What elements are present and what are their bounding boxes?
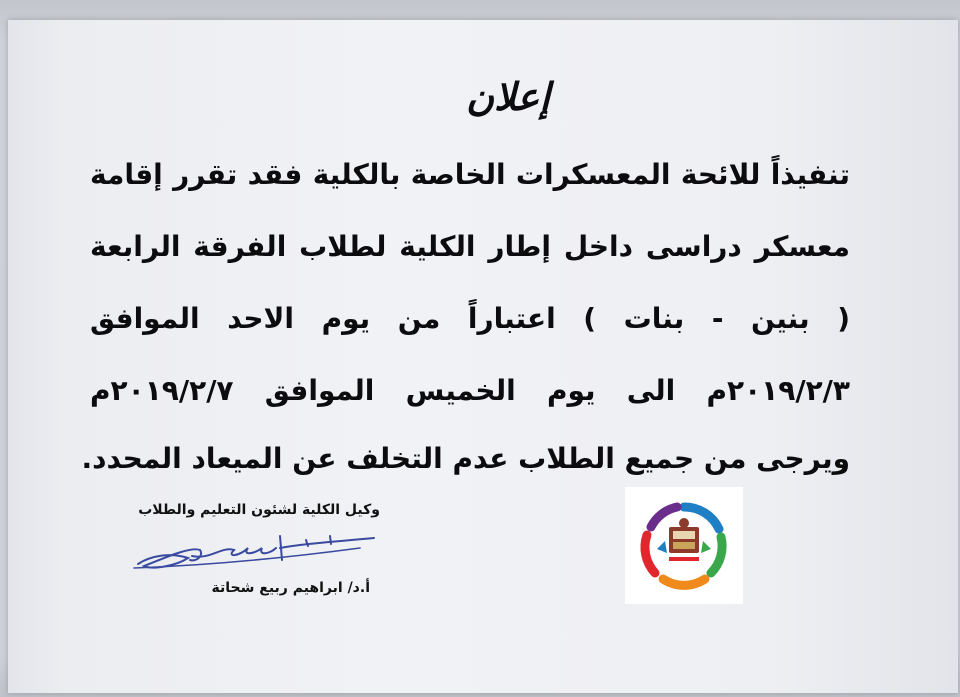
youth-welfare-logo <box>625 487 743 604</box>
announcement-line: ( بنين - بنات ) اعتباراً من يوم الاحد الموافق <box>90 302 850 335</box>
handwritten-signature <box>130 526 380 576</box>
announcement-title: إعلان <box>466 75 550 119</box>
announcement-paper <box>8 20 958 693</box>
youth-welfare-unit-logo-icon <box>625 487 743 604</box>
signatory-title: وكيل الكلية لشئون التعليم والطلاب <box>138 502 380 518</box>
announcement-line: ٢٠١٩/٢/٣م الى يوم الخميس الموافق ٢٠١٩/٢/٧م <box>90 374 850 407</box>
signatory-name: أ.د/ ابراهيم ربيع شحاتة <box>211 580 370 596</box>
announcement-line: تنفيذاً للائحة المعسكرات الخاصة بالكلية فقد تقرر إقامة <box>90 158 850 191</box>
announcement-line: معسكر دراسى داخل إطار الكلية لطلاب الفرقة الرابعة <box>90 230 850 263</box>
announcement-line: ويرجى من جميع الطلاب عدم التخلف عن الميعاد المحدد. <box>81 442 850 475</box>
signature-block <box>120 498 380 608</box>
